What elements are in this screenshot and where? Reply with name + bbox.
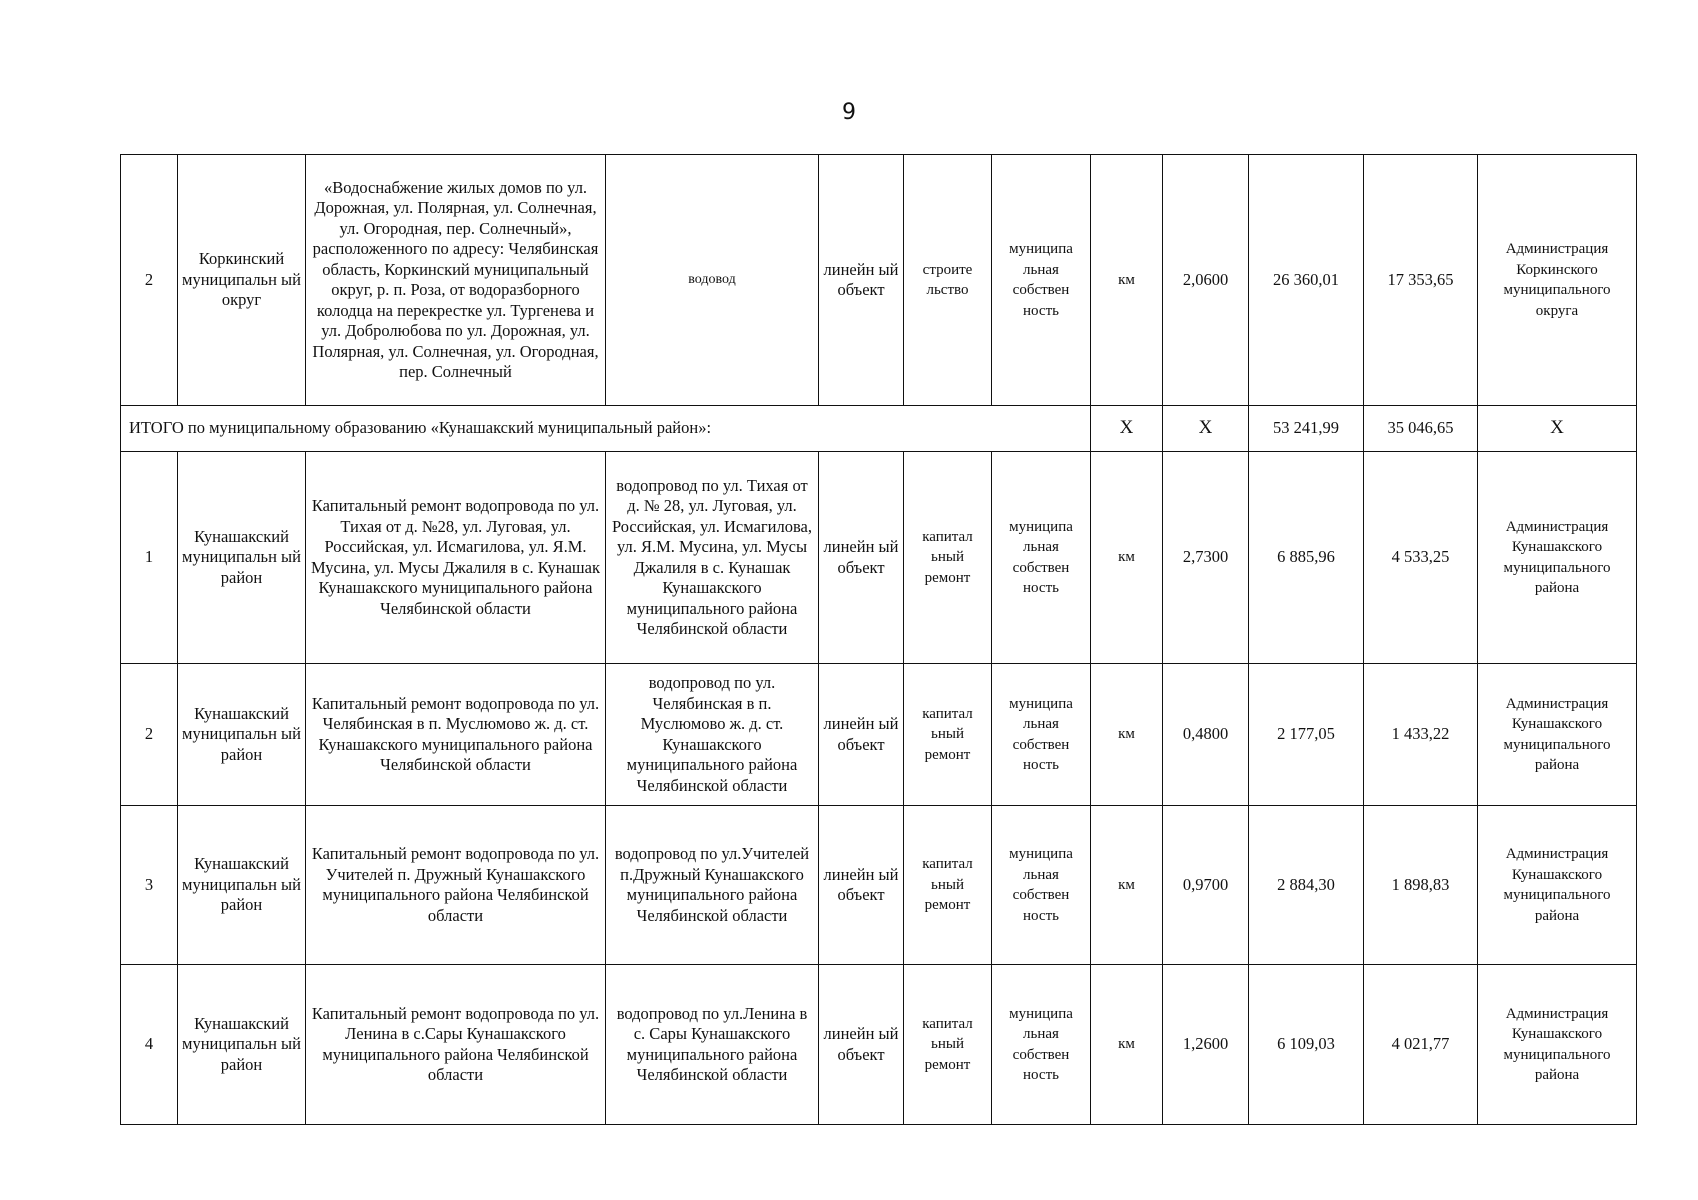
cell-object-type: линейн ый объект bbox=[819, 452, 904, 664]
cell-municipality: Кунашакский муниципальн ый район bbox=[178, 664, 306, 806]
cell-cost-total: 6 109,03 bbox=[1249, 965, 1364, 1125]
total-capacity: Х bbox=[1163, 406, 1249, 452]
cell-project-name: Капитальный ремонт водопровода по ул. Тихая от д. №28, ул. Луговая, ул. Российская, ул. Исмагилова, ул. Я.М. Мусина, ул. Мусы Джалиля в с. Кунашак Кунашакского муниципального района Челябинской области bbox=[306, 452, 606, 664]
total-cost-total: 53 241,99 bbox=[1249, 406, 1364, 452]
total-row bbox=[121, 406, 1637, 452]
cell-ownership: муниципа льная собствен ность bbox=[992, 155, 1091, 406]
cell-ownership: муниципа льная собствен ность bbox=[992, 452, 1091, 664]
cell-project-name: «Водоснабжение жилых домов по ул. Дорожная, ул. Полярная, ул. Солнечная, ул. Огородная, пер. Солнечный», расположенного по адресу: Челябинская область, Коркинский муниципальный округ, р. п. Роза, от водоразборного колодца на перекрестке ул. Тургенева и ул. Добролюбова по ул. Дорожная, ул. Полярная, ул. Солнечная, ул. Огородная, пер. Солнечный bbox=[306, 155, 606, 406]
cell-unit: км bbox=[1091, 664, 1163, 806]
cell-municipality: Коркинский муниципальн ый округ bbox=[178, 155, 306, 406]
cell-capacity: 2,0600 bbox=[1163, 155, 1249, 406]
cell-cost-total: 6 885,96 bbox=[1249, 452, 1364, 664]
cell-cost-budget: 1 433,22 bbox=[1364, 664, 1478, 806]
cell-work-type: капитал ьный ремонт bbox=[904, 806, 992, 965]
cell-object-name: водопровод по ул. Челябинская в п. Муслюмово ж. д. ст. Кунашакского муниципального района Челябинской области bbox=[606, 664, 819, 806]
cell-municipality: Кунашакский муниципальн ый район bbox=[178, 806, 306, 965]
cell-unit: км bbox=[1091, 155, 1163, 406]
cell-cost-budget: 1 898,83 bbox=[1364, 806, 1478, 965]
total-unit: Х bbox=[1091, 406, 1163, 452]
cell-customer: Администрация Кунашакского муниципального района bbox=[1478, 806, 1637, 965]
cell-work-type: строите льство bbox=[904, 155, 992, 406]
cell-number: 2 bbox=[121, 664, 178, 806]
cell-capacity: 1,2600 bbox=[1163, 965, 1249, 1125]
cell-ownership: муниципа льная собствен ность bbox=[992, 965, 1091, 1125]
table-row bbox=[121, 664, 1637, 806]
cell-customer: Администрация Кунашакского муниципального района bbox=[1478, 452, 1637, 664]
cell-object-type: линейн ый объект bbox=[819, 965, 904, 1125]
page-number: 9 bbox=[842, 100, 856, 125]
cell-cost-budget: 17 353,65 bbox=[1364, 155, 1478, 406]
table-row bbox=[121, 806, 1637, 965]
cell-number: 4 bbox=[121, 965, 178, 1125]
total-label: ИТОГО по муниципальному образованию «Кунашакский муниципальный район»: bbox=[121, 406, 1091, 452]
cell-object-name: водовод bbox=[606, 155, 819, 406]
cell-number: 1 bbox=[121, 452, 178, 664]
cell-project-name: Капитальный ремонт водопровода по ул. Челябинская в п. Муслюмово ж. д. ст. Кунашакского муниципального района Челябинской области bbox=[306, 664, 606, 806]
cell-cost-total: 2 177,05 bbox=[1249, 664, 1364, 806]
cell-work-type: капитал ьный ремонт bbox=[904, 664, 992, 806]
cell-customer: Администрация Кунашакского муниципального района bbox=[1478, 664, 1637, 806]
cell-number: 2 bbox=[121, 155, 178, 406]
cell-object-type: линейн ый объект bbox=[819, 155, 904, 406]
cell-unit: км bbox=[1091, 965, 1163, 1125]
cell-object-name: водопровод по ул.Ленина в с. Сары Кунашакского муниципального района Челябинской области bbox=[606, 965, 819, 1125]
cell-object-type: линейн ый объект bbox=[819, 664, 904, 806]
total-cost-budget: 35 046,65 bbox=[1364, 406, 1478, 452]
cell-work-type: капитал ьный ремонт bbox=[904, 452, 992, 664]
cell-municipality: Кунашакский муниципальн ый район bbox=[178, 965, 306, 1125]
cell-cost-budget: 4 021,77 bbox=[1364, 965, 1478, 1125]
cell-work-type: капитал ьный ремонт bbox=[904, 965, 992, 1125]
cell-object-name: водопровод по ул. Тихая от д. № 28, ул. Луговая, ул. Российская, ул. Исмагилова, ул. Я.М. Мусина, ул. Мусы Джалиля в с. Кунашак Кунашакского муниципального района Челябинской области bbox=[606, 452, 819, 664]
cell-municipality: Кунашакский муниципальн ый район bbox=[178, 452, 306, 664]
cell-ownership: муниципа льная собствен ность bbox=[992, 806, 1091, 965]
table-row bbox=[121, 155, 1637, 406]
cell-object-type: линейн ый объект bbox=[819, 806, 904, 965]
cell-cost-total: 26 360,01 bbox=[1249, 155, 1364, 406]
objects-table bbox=[120, 154, 1637, 1125]
cell-number: 3 bbox=[121, 806, 178, 965]
total-customer: Х bbox=[1478, 406, 1637, 452]
cell-cost-total: 2 884,30 bbox=[1249, 806, 1364, 965]
cell-unit: км bbox=[1091, 452, 1163, 664]
cell-object-name: водопровод по ул.Учителей п.Дружный Кунашакского муниципального района Челябинской области bbox=[606, 806, 819, 965]
cell-project-name: Капитальный ремонт водопровода по ул. Ленина в с.Сары Кунашакского муниципального района Челябинской области bbox=[306, 965, 606, 1125]
table-row bbox=[121, 965, 1637, 1125]
cell-customer: Администрация Коркинского муниципального округа bbox=[1478, 155, 1637, 406]
table-row bbox=[121, 452, 1637, 664]
cell-capacity: 2,7300 bbox=[1163, 452, 1249, 664]
cell-capacity: 0,9700 bbox=[1163, 806, 1249, 965]
cell-project-name: Капитальный ремонт водопровода по ул. Учителей п. Дружный Кунашакского муниципального района Челябинской области bbox=[306, 806, 606, 965]
cell-capacity: 0,4800 bbox=[1163, 664, 1249, 806]
cell-ownership: муниципа льная собствен ность bbox=[992, 664, 1091, 806]
cell-cost-budget: 4 533,25 bbox=[1364, 452, 1478, 664]
cell-customer: Администрация Кунашакского муниципального района bbox=[1478, 965, 1637, 1125]
cell-unit: км bbox=[1091, 806, 1163, 965]
